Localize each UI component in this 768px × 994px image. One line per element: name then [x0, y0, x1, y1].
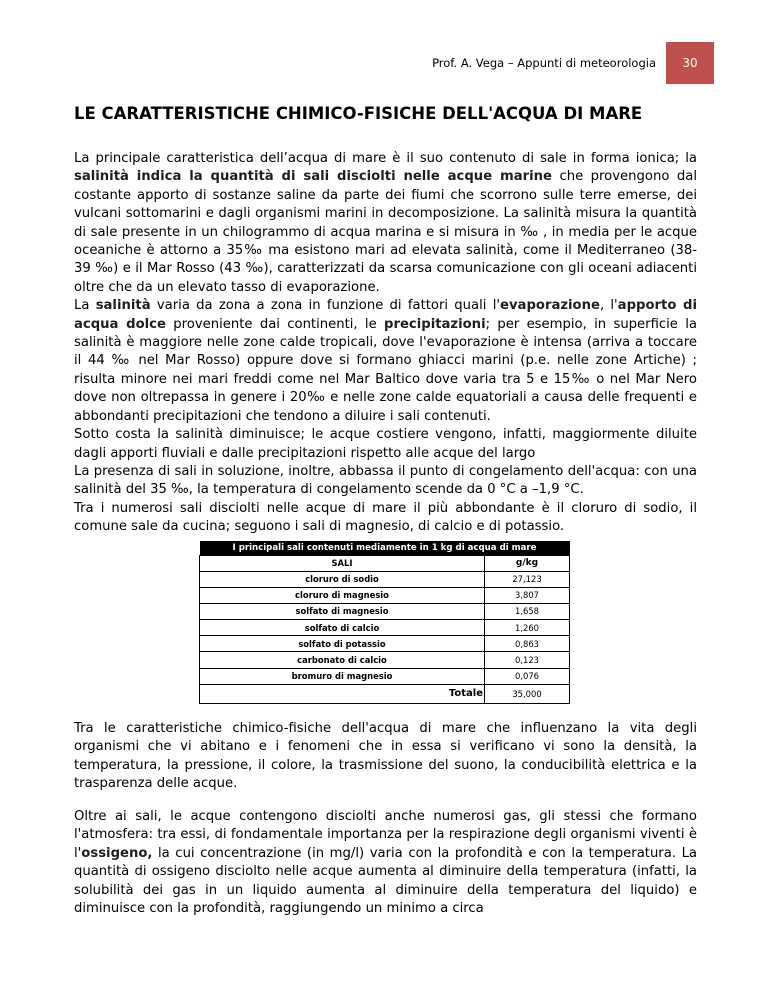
table-header-gkg: g/kg — [485, 556, 570, 572]
page-number-badge: 30 — [666, 42, 714, 84]
paragraph-7: Oltre ai sali, le acque contengono disciolti anche numerosi gas, gli stessi che formano l'atmosfera: tra essi, di fondamentale importanza per la respirazione degli organismi viventi è l'ossigeno, la cui concentrazione (in mg/l) varia con la profondità e con la temperatura. La quantità di ossigeno disciolto nelle acque aumenta al diminuire della temperatura (infatti, la solubilità dei gas in un liquido aumenta al diminuire della temperatura del liquido) e diminuisce con la profondità, raggiungendo un minimo a circa — [74, 809, 697, 917]
table-caption: I principali sali contenuti mediamente in 1 kg di acqua di mare — [200, 541, 570, 556]
total-value: 35,000 — [485, 684, 570, 703]
paragraph-3: Sotto costa la salinità diminuisce; le acque costiere vengono, infatti, maggiormente diluite dagli apporti fluviali e dalle precipitazioni rispetto alle acque del largo — [74, 427, 697, 461]
salt-name: solfato di potassio — [200, 636, 485, 652]
salt-value: 0,863 — [485, 636, 570, 652]
table-row — [200, 668, 570, 684]
table-row — [200, 587, 570, 603]
paragraph-1: La principale caratteristica dell’acqua di mare è il suo contenuto di sale in forma ionica; la salinità indica la quantità di sali disciolti nelle acque marine che provengono dal costante apporto di sostanze saline da parte dei fiumi che scorrono sulle terre emerse, dei vulcani sottomarini e dagli organismi marini in decomposizione. La salinità misura la quantità di sale presente in un chilogrammo di acqua marina e si misura in ‰ , in media per le acque oceaniche è attorno a 35‰ ma esistono mari ad elevata salinità, come il Mediterraneo (38-39 ‰) e il Mar Rosso (43 ‰), caratterizzati da scarsa comunicazione con gli oceani adiacenti oltre che da un elevato tasso di evaporazione. — [74, 151, 697, 295]
paragraph-2: La salinità varia da zona a zona in funzione di fattori quali l'evaporazione, l'apporto di acqua dolce proveniente dai continenti, le precipitazioni; per esempio, in superficie la salinità è maggiore nelle zone calde tropicali, dove l'evaporazione è intensa (arriva a toccare il 44 ‰ nel Mar Rosso) oppure dove si formano ghiacci marini (p.e. nelle zone Artiche) ; risulta minore nei mari freddi come nel Mar Baltico dove varia tra 5 e 15‰ o nel Mar Nero dove non oltrepassa in genere i 20‰ e nelle zone calde equatoriali a causa delle frequenti e abbondanti precipitazioni che tendono a diluire i sali contenuti. — [74, 298, 697, 424]
salt-name: solfato di magnesio — [200, 603, 485, 619]
salts-table — [199, 541, 570, 704]
running-header: Prof. A. Vega – Appunti di meteorologia — [432, 56, 656, 70]
salt-value: 3,807 — [485, 587, 570, 603]
table-row — [200, 571, 570, 587]
table-header-salts: SALI — [200, 556, 485, 572]
table-total-row — [200, 684, 570, 703]
body-text-block — [74, 150, 697, 537]
page-title: LE CARATTERISTICHE CHIMICO-FISICHE DELL'ACQUA DI MARE — [74, 104, 643, 123]
table-row — [200, 636, 570, 652]
total-label: Totale — [200, 684, 485, 703]
salt-name: cloruro di magnesio — [200, 587, 485, 603]
paragraph-5: Tra i numerosi sali disciolti nelle acque di mare il più abbondante è il cloruro di sodio, il comune sale da cucina; seguono i sali di magnesio, di calcio e di potassio. — [74, 500, 697, 535]
salt-value: 0,123 — [485, 652, 570, 668]
table-row — [200, 603, 570, 619]
salt-name: bromuro di magnesio — [200, 668, 485, 684]
salinity-definition: salinità indica la quantità di sali disciolti nelle acque marine — [74, 169, 553, 185]
salt-value: 27,123 — [485, 571, 570, 587]
paragraph-4: La presenza di sali in soluzione, inoltre, abbassa il punto di congelamento dell'acqua: con una salinità del 35 ‰, la temperatura di congelamento scende da 0 °C a –1,9 °C. — [74, 463, 697, 498]
salt-value: 1,658 — [485, 603, 570, 619]
table-row — [200, 652, 570, 668]
salt-name: carbonato di calcio — [200, 652, 485, 668]
salt-value: 1,260 — [485, 620, 570, 636]
salt-value: 0,076 — [485, 668, 570, 684]
paragraph-6: Tra le caratteristiche chimico-fisiche dell'acqua di mare che influenzano la vita degli organismi che vi abitano e i fenomeni che in essa si verificano vi sono la densità, la temperatura, la pressione, il colore, la trasmissione del suono, la conducibilità elettrica e la trasparenza delle acque. — [74, 721, 697, 792]
salt-name: cloruro di sodio — [200, 571, 485, 587]
table-row — [200, 620, 570, 636]
oxygen-term: ossigeno, — [81, 845, 153, 861]
salt-name: solfato di calcio — [200, 620, 485, 636]
